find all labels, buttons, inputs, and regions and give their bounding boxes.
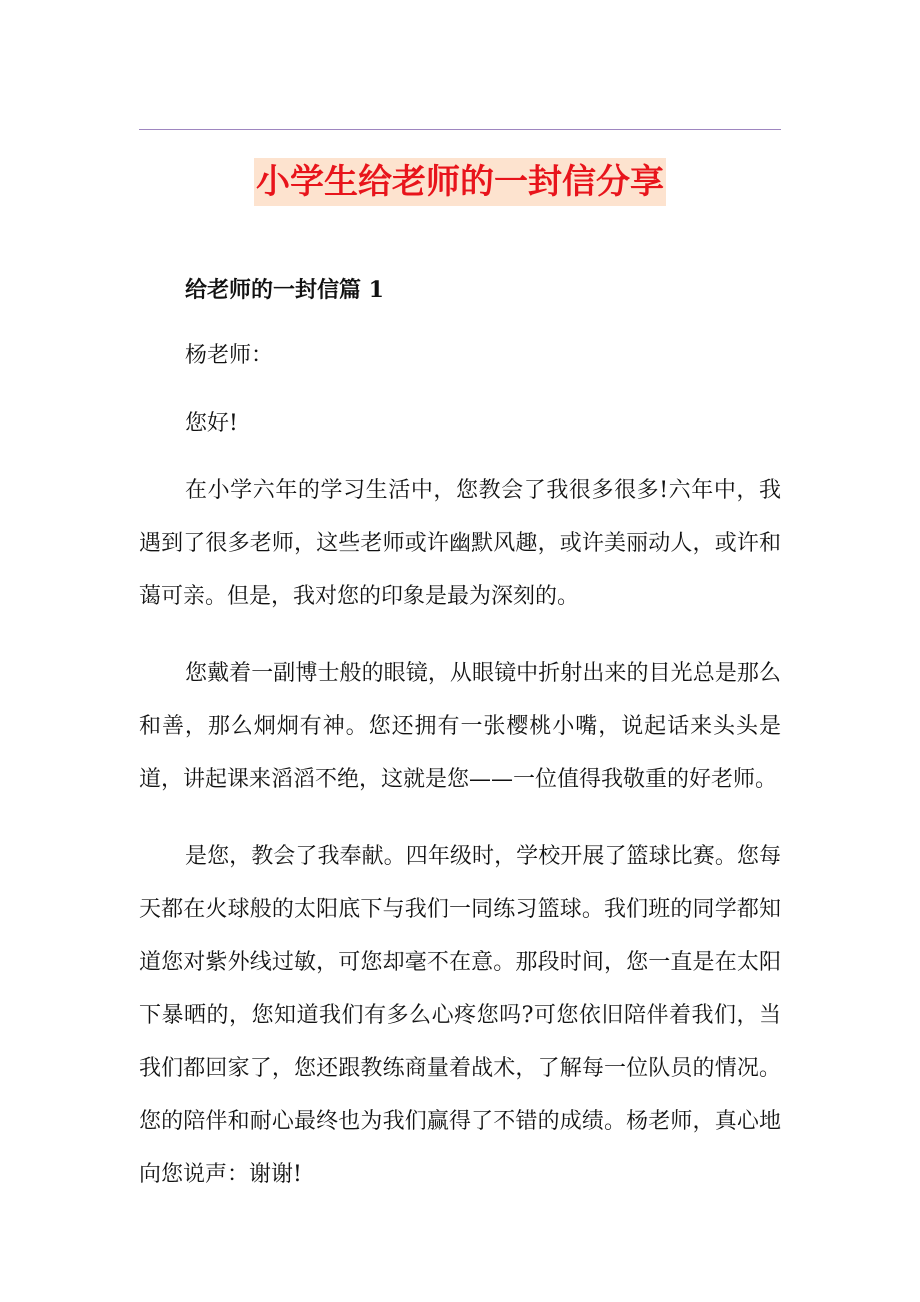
document-title: 小学生给老师的一封信分享 bbox=[254, 158, 666, 206]
greeting: 您好! bbox=[185, 411, 238, 436]
paragraph-3: 是您，教会了我奉献。四年级时，学校开展了篮球比赛。您每天都在火球般的太阳底下与我们一同练习篮球。我们班的同学都知道您对紫外线过敏，可您却毫不在意。那段时间，您一直是在太阳下暴晒的，您知道我们有多么心疼您吗?可您依旧陪伴着我们，当我们都回家了，您还跟教练商量着战术，了解每一位队员的情况。您的陪伴和耐心最终也为我们赢得了不错的成绩。杨老师，真心地向您说声：谢谢! bbox=[139, 844, 781, 1187]
header-rule bbox=[139, 129, 781, 130]
paragraph-1: 在小学六年的学习生活中，您教会了我很多很多!六年中，我遇到了很多老师，这些老师或许幽默风趣，或许美丽动人，或许和蔼可亲。但是，我对您的印象是最为深刻的。 bbox=[139, 478, 781, 609]
salutation: 杨老师： bbox=[185, 343, 274, 368]
letter-body bbox=[139, 270, 781, 1201]
paragraph-2: 您戴着一副博士般的眼镜，从眼镜中折射出来的目光总是那么和善，那么炯炯有神。您还拥有一张樱桃小嘴，说起话来头头是道，讲起课来滔滔不绝，这就是您——一位值得我敬重的好老师。 bbox=[139, 661, 781, 792]
title-container bbox=[0, 158, 920, 206]
section-heading: 给老师的一封信篇 1 bbox=[185, 277, 384, 303]
